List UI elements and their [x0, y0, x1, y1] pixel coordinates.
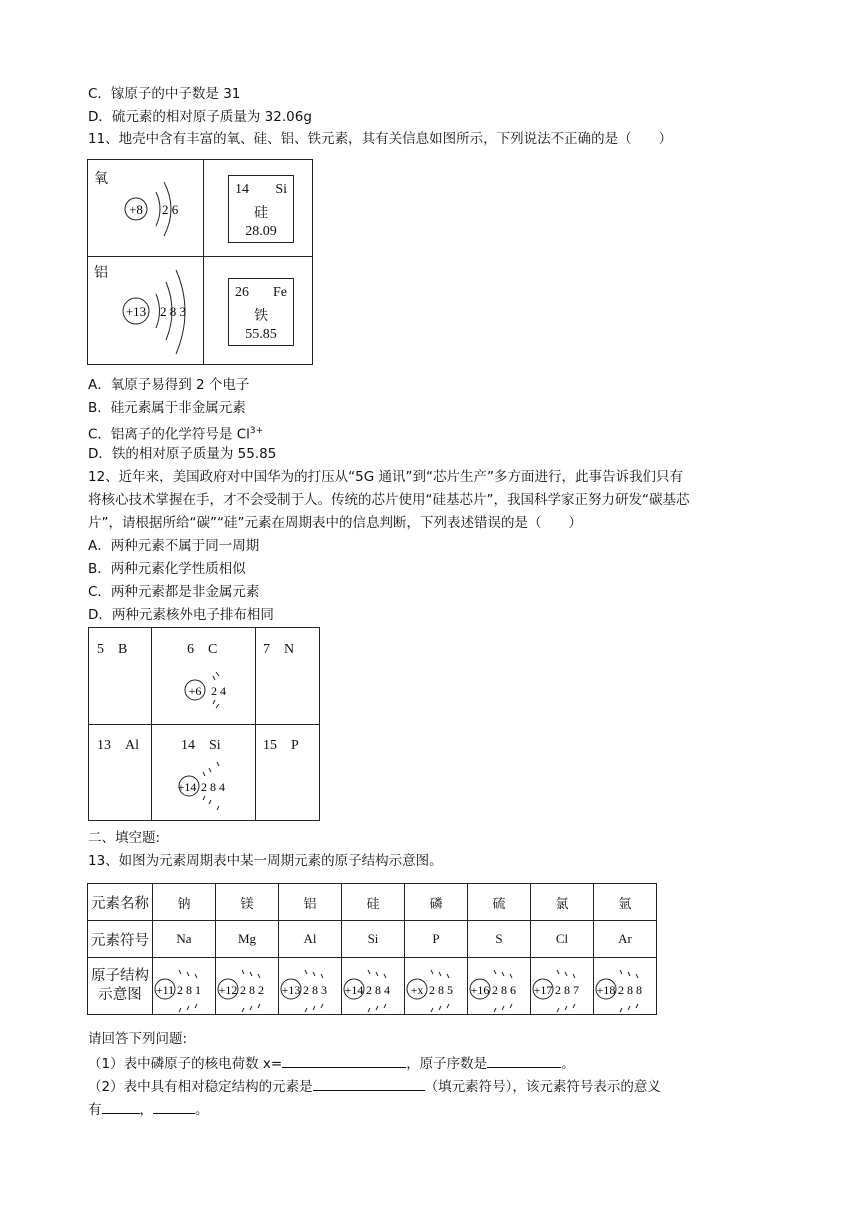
symbol-cell: Cl: [531, 921, 594, 958]
name-cell: 硅: [342, 884, 405, 921]
cell-carbon: 6 C: [187, 642, 218, 657]
row-structures: [88, 958, 657, 1015]
nucleus-charge: +14: [344, 982, 364, 997]
oxygen-atom-diagram: [118, 174, 198, 244]
svg-text:2 4: 2 4: [211, 684, 226, 698]
q13-part-2: （2）表中具有相对稳定结构的元素是 （填元素符号），该元素符号表示的意义: [88, 1075, 661, 1097]
row-header-names: 元素名称: [88, 884, 153, 921]
answer-blank-meaning-2[interactable]: [153, 1098, 195, 1114]
cell-phosphorus: 15 P: [263, 738, 299, 753]
answer-blank-stable-element[interactable]: [313, 1075, 425, 1091]
structure-cell: [594, 958, 657, 1015]
q11-stem: 11、地壳中含有丰富的氧、硅、铝、铁元素，其有关信息如图所示，下列说法不正确的是（ ）: [88, 131, 673, 147]
q11-option-a: A．氧原子易得到 2 个电子: [88, 377, 250, 393]
silicon-atom-diagram: [173, 752, 245, 814]
symbol-cell: Na: [153, 921, 216, 958]
cell-boron: 5 B: [97, 642, 128, 657]
aluminum-atom-diagram: [118, 268, 202, 360]
shell-electrons: 2 8 7: [555, 982, 579, 997]
answer-blank-atomic-number[interactable]: [487, 1052, 561, 1068]
nucleus-charge: +13: [281, 982, 301, 997]
q12-stem-2: 将核心技术掌握在手，才不会受制于人。传统的芯片使用“硅基芯片”，我国科学家正努力研发“碳基芯: [88, 492, 690, 508]
symbol-cell: S: [468, 921, 531, 958]
atom-structure-diagram: [594, 960, 656, 1014]
symbol-cell: Ar: [594, 921, 657, 958]
structure-cell: [531, 958, 594, 1015]
atom-structure-diagram: [405, 960, 467, 1014]
atom-structure-diagram: [468, 960, 530, 1014]
q13-part-2-cont: 有 ， 。: [88, 1098, 209, 1120]
q10-option-c: C．镓原子的中子数是 31: [88, 86, 241, 102]
shell-electrons: 2 8 4: [366, 982, 390, 997]
section-2-title: 二、填空题:: [88, 830, 161, 846]
q12-option-b: B．两种元素化学性质相似: [88, 561, 246, 577]
nucleus-charge: +16: [470, 982, 490, 997]
cell-aluminum: 13 Al: [97, 738, 139, 753]
q11-option-b: B．硅元素属于非金属元素: [88, 400, 246, 416]
q13-stem: 13、如图为元素周期表中某一周期元素的原子结构示意图。: [88, 853, 443, 869]
answer-blank-meaning-1[interactable]: [102, 1098, 140, 1114]
name-cell: 钠: [153, 884, 216, 921]
q12-stem-1: 12、近年来，美国政府对中国华为的打压从“5G 通讯”到“芯片生产”多方面进行，此事告诉我们只有: [88, 469, 683, 485]
iron-element-card: 26 Fe 铁 55.85: [228, 278, 294, 346]
atom-structure-diagram: [153, 960, 215, 1014]
name-cell: 氯: [531, 884, 594, 921]
name-cell: 硫: [468, 884, 531, 921]
svg-text:+14: +14: [177, 780, 197, 794]
nucleus-charge: +x: [410, 982, 424, 997]
q12-stem-3: 片”，请根据所给“碳”“硅”元素在周期表中的信息判断，下列表述错误的是（ ）: [88, 515, 582, 531]
symbol-cell: Al: [279, 921, 342, 958]
q11-figure: [87, 159, 313, 365]
row-element-names: [88, 884, 657, 921]
symbol-cell: Mg: [216, 921, 279, 958]
row-header-symbols: 元素符号: [88, 921, 153, 958]
nucleus-charge: +17: [533, 982, 553, 997]
structure-cell: [279, 958, 342, 1015]
oxygen-label: 氧: [94, 171, 108, 187]
row-header-structure: 原子结构 示意图: [88, 958, 153, 1015]
shell-electrons: 2 8 8: [618, 982, 642, 997]
name-cell: 铝: [279, 884, 342, 921]
q13-intro: 请回答下列问题:: [88, 1031, 188, 1047]
shell-electrons: 2 8 3: [303, 982, 327, 997]
answer-blank-x[interactable]: [282, 1052, 406, 1068]
oxygen-shells: 2 6: [162, 202, 179, 217]
svg-text:+6: +6: [188, 684, 202, 698]
nucleus-charge: +12: [218, 982, 238, 997]
structure-cell: [405, 958, 468, 1015]
name-cell: 磷: [405, 884, 468, 921]
shell-electrons: 2 8 2: [240, 982, 264, 997]
nucleus-charge: +18: [596, 982, 616, 997]
q11-option-d: D．铁的相对原子质量为 55.85: [88, 446, 277, 462]
cell-nitrogen: 7 N: [263, 642, 295, 657]
structure-cell: [153, 958, 216, 1015]
nucleus-charge: +11: [155, 982, 175, 997]
q12-periodic-table-figure: [88, 627, 320, 821]
structure-cell: [342, 958, 405, 1015]
atom-structure-diagram: [279, 960, 341, 1014]
carbon-atom-diagram: [179, 662, 239, 718]
shell-electrons: 2 8 1: [177, 982, 201, 997]
aluminum-shells: 2 8 3: [160, 304, 186, 319]
name-cell: 镁: [216, 884, 279, 921]
aluminum-nucleus: +13: [125, 304, 147, 319]
q11-option-c: C．铝离子的化学符号是 $Cl^{3+}$: [88, 426, 264, 443]
row-element-symbols: [88, 921, 657, 958]
cell-silicon: 14 Si: [181, 738, 221, 753]
q13-part-1: （1）表中磷原子的核电荷数 x= ，原子序数是 。: [88, 1052, 575, 1074]
structure-cell: [216, 958, 279, 1015]
symbol-cell: Si: [342, 921, 405, 958]
shell-electrons: 2 8 6: [492, 982, 516, 997]
structure-cell: [468, 958, 531, 1015]
atom-structure-diagram: [216, 960, 278, 1014]
silicon-element-card: 14 Si 硅 28.09: [228, 175, 294, 243]
symbol-cell: P: [405, 921, 468, 958]
aluminum-label: 铝: [94, 265, 108, 281]
shell-electrons: 2 8 5: [429, 982, 453, 997]
q12-option-c: C．两种元素都是非金属元素: [88, 584, 260, 600]
name-cell: 氩: [594, 884, 657, 921]
q12-option-a: A．两种元素不属于同一周期: [88, 538, 260, 554]
q13-period-table: [87, 883, 657, 1015]
atom-structure-diagram: [342, 960, 404, 1014]
oxygen-nucleus: +8: [129, 202, 143, 217]
svg-text:2 8 4: 2 8 4: [201, 780, 225, 794]
q12-option-d: D．两种元素核外电子排布相同: [88, 607, 274, 623]
q10-option-d: D．硫元素的相对原子质量为 32.06g: [88, 109, 312, 125]
atom-structure-diagram: [531, 960, 593, 1014]
